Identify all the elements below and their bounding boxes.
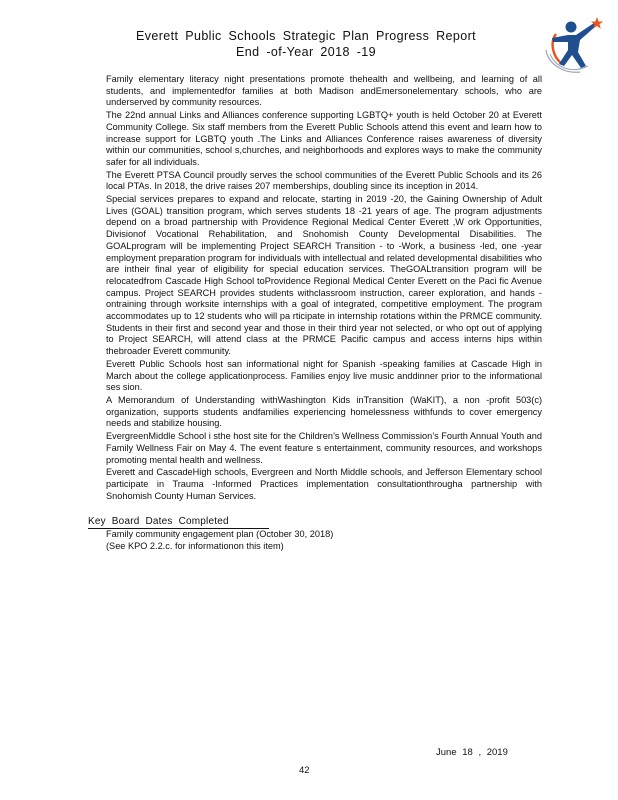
- kpo-item-note: (See KPO 2.2.c. for informationon this item): [106, 540, 284, 551]
- key-board-dates-heading: Key Board Dates Completed: [88, 516, 269, 529]
- kpo-item-title: Family community engagement plan (October 30, 2018): [106, 529, 334, 540]
- report-body: [88, 74, 542, 553]
- list-item: The 22nd annual Links and Alliances conference supporting LGBTQ+ youth is held October 20 at Everett Community College. Six staff members from the Everett Public Schools attend this event and learn how to increase support for LGBTQ youth .The Links and Alliances Conference raises awareness of diversity within our communities, school s,churches, and neighborhoods and explores ways to make the community safer for all individuals.: [106, 110, 542, 167]
- list-item: [88, 529, 542, 552]
- report-title: Everett Public Schools Strategic Plan Progress Report: [135, 29, 477, 43]
- highlights-list: [88, 74, 542, 502]
- report-header: [110, 28, 502, 60]
- person-with-star-logo-icon: [542, 14, 604, 76]
- list-item: EvergreenMiddle School i sthe host site for the Children’s Wellness Commission’s Fourth Annual Youth and Family Wellness Fair on May 4. The event feature s entertainment, community resources, and workshops promoting mental health and wellness.: [106, 431, 542, 465]
- list-item: Everett and CascadeHigh schools, Evergreen and North Middle schools, and Jefferson Elementary school participate in Trauma -Informed Practices implementation consultationthrougha partnership with Snohomish County Human Services.: [106, 467, 542, 501]
- list-item: A Memorandum of Understanding withWashington Kids inTransition (WaKIT), a non -profit 503(c) organization, supports students andfamilies experiencing homelessness withfunds to cover emergency needs and stabilize housing.: [106, 394, 542, 429]
- report-date: June 18 , 2019: [436, 747, 508, 758]
- list-item: Family elementary literacy night presentations promote thehealth and wellbeing, and learning of all students, and implementedfor families at both Madison andEmersonelementary schools, who are underserved by community resources.: [106, 74, 542, 108]
- list-item: Special services prepares to expand and relocate, starting in 2019 -20, the Gaining Ownership of Adult Lives (GOAL) transition program, which serves students 18 -21 years of age. The program adjustments depend on a broad partnership with Providence Regional Medical Center Everett ,W ork Opportunities, Divisionof Vocational Rehabilitation, and Snohomish County Developmental Disabilities. The GOALprogram will be implementing Project SEARCH Transition - to -Work, a business -led, one -year employment preparation program for individuals with intellectual and related developmental disabilities who are intheir final year of eligibility for special education services. TheGOALtransition program will be relocatedfrom Cascade High School toProvidence Regional Medical Center Everett on the Paci fic Avenue campus. Project SEARCH provides students withclassroom instruction, career exploration, and hands -ontraining through worksite internships with a goal of integrated, competitive employment. The program accommodates up to 12 students who will pa rticipate in internship rotations within the PRMCE community. Students in their first and second year and those in their third year not selected, or who opt out of applying to Project SEARCH, will attend class at the PRMCE Pacific campus and access interns hips within thebroader Everett community.: [106, 194, 542, 357]
- report-subtitle: End -of-Year 2018 -19: [236, 45, 376, 59]
- key-board-dates-list: [88, 529, 542, 552]
- list-item: Everett Public Schools host san informational night for Spanish -speaking families at Cascade High in March about the college applicationprocess. Families enjoy live music anddinner prior to the informational ses sion.: [106, 358, 542, 393]
- list-item: The Everett PTSA Council proudly serves the school communities of the Everett Public Schools and its 26 local PTAs. In 2018, the drive raises 207 memberships, doubling since its inception in 2014.: [106, 169, 542, 192]
- page-number: 42: [299, 765, 310, 776]
